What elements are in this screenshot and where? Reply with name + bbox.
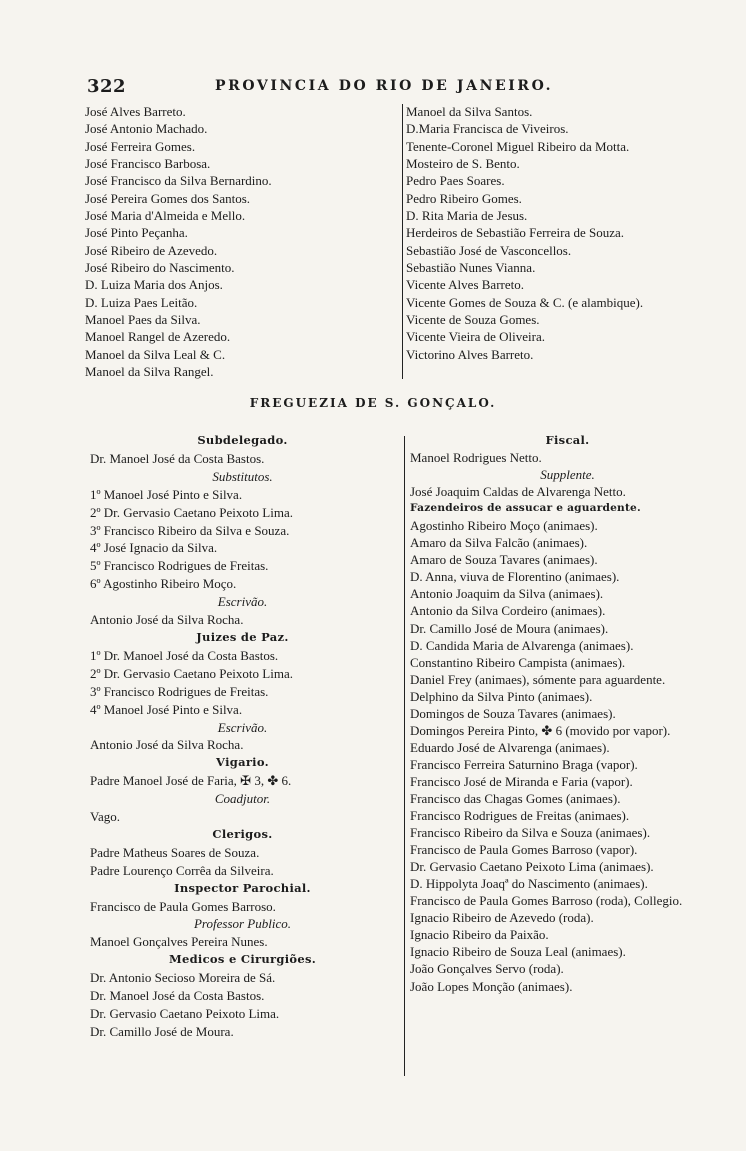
fazendeiros-heading: Fazendeiros de assucar e aguardente. bbox=[410, 502, 641, 515]
supplente-heading: Supplente. bbox=[540, 467, 595, 483]
list-item: Vicente Gomes de Souza & C. (e alambique). bbox=[406, 294, 644, 310]
list-item: Francisco Ferreira Saturnino Braga (vapor). bbox=[410, 756, 638, 772]
list-item: Dr. Antonio Secioso Moreira de Sá. bbox=[90, 970, 276, 986]
list-item: D.Maria Francisca de Viveiros. bbox=[406, 121, 569, 137]
list-item: Francisco das Chagas Gomes (animaes). bbox=[410, 790, 621, 806]
list-item: José Alves Barreto. bbox=[85, 104, 186, 119]
list-item: 6º Agostinho Ribeiro Moço. bbox=[90, 576, 237, 592]
list-item: Constantino Ribeiro Campista (animaes). bbox=[410, 654, 626, 670]
list-item: Manoel Paes da Silva. bbox=[85, 312, 201, 328]
inspector-name: Francisco de Paula Gomes Barroso. bbox=[90, 898, 276, 914]
top-left-list bbox=[85, 103, 395, 381]
medicos-heading: Medicos e Cirurgiões. bbox=[168, 952, 317, 967]
list-item: Padre Lourenço Corrêa da Silveira. bbox=[90, 862, 274, 878]
list-item: Dr. Gervasio Caetano Peixoto Lima (animaes). bbox=[410, 859, 654, 875]
list-item: Vicente Vieira de Oliveira. bbox=[406, 329, 545, 345]
list-item: 2º Dr. Gervasio Caetano Peixoto Lima. bbox=[90, 665, 293, 681]
fiscal-name: Manoel Rodrigues Netto. bbox=[410, 450, 542, 466]
list-item: 1º Manoel José Pinto e Silva. bbox=[90, 486, 243, 502]
juizes-heading: Juizes de Paz. bbox=[196, 629, 289, 644]
list-item: D. Rita Maria de Jesus. bbox=[406, 208, 528, 224]
inspector-heading: Inspector Parochial. bbox=[174, 880, 311, 895]
clerigos-heading: Clerigos. bbox=[212, 826, 273, 841]
list-item: Francisco José de Miranda e Faria (vapor). bbox=[410, 773, 633, 789]
column-divider bbox=[404, 436, 405, 1076]
fiscal-heading: Fiscal. bbox=[545, 433, 590, 447]
list-item: Vicente Alves Barreto. bbox=[406, 277, 524, 293]
list-item: José Antonio Machado. bbox=[85, 121, 208, 137]
list-item: Delphino da Silva Pinto (animaes). bbox=[410, 688, 593, 704]
professor-name: Manoel Gonçalves Pereira Nunes. bbox=[90, 934, 268, 950]
list-item: 4º José Ignacio da Silva. bbox=[90, 540, 218, 556]
vigario-heading: Vigario. bbox=[216, 755, 269, 770]
list-item: Manoel da Silva Leal & C. bbox=[85, 346, 226, 362]
list-item: D. Hippolyta Joaqª do Nascimento (animaes). bbox=[410, 876, 648, 892]
list-item: Amaro da Silva Falcão (animaes). bbox=[410, 535, 588, 551]
escrivao-heading: Escrivão. bbox=[217, 594, 268, 610]
list-item: Dr. Camillo José de Moura. bbox=[90, 1023, 234, 1039]
list-item: Agostinho Ribeiro Moço (animaes). bbox=[410, 518, 598, 534]
list-item: Antonio Joaquim da Silva (animaes). bbox=[410, 586, 604, 602]
list-item: Pedro Ribeiro Gomes. bbox=[406, 190, 522, 206]
list-item: 3º Francisco Rodrigues de Freitas. bbox=[90, 683, 269, 699]
list-item: Mosteiro de S. Bento. bbox=[406, 156, 520, 172]
list-item: Ignacio Ribeiro de Souza Leal (animaes). bbox=[410, 944, 626, 960]
list-item: José Maria d'Almeida e Mello. bbox=[85, 208, 246, 224]
section-title: FREGUEZIA DE S. GONÇALO. bbox=[249, 396, 497, 410]
list-item: José Ferreira Gomes. bbox=[85, 138, 196, 154]
bottom-left-column bbox=[90, 432, 395, 1041]
coadjutor-name: Vago. bbox=[90, 809, 120, 825]
list-item: Amaro de Souza Tavares (animaes). bbox=[410, 552, 598, 568]
list-item: José Francisco Barbosa. bbox=[85, 156, 211, 172]
list-item: Domingos de Souza Tavares (animaes). bbox=[410, 705, 616, 721]
list-item: Pedro Paes Soares. bbox=[406, 173, 505, 189]
list-item: Manoel da Silva Rangel. bbox=[85, 364, 214, 380]
list-item: Francisco Ribeiro da Silva e Souza (animaes). bbox=[410, 825, 651, 841]
list-item: Francisco de Paula Gomes Barroso (roda), Collegio. bbox=[410, 893, 683, 909]
list-item: Dr. Camillo José de Moura (animaes). bbox=[410, 620, 609, 636]
list-item: José Francisco da Silva Bernardino. bbox=[85, 173, 272, 189]
list-item: 4º Manoel José Pinto e Silva. bbox=[90, 701, 243, 717]
list-item: Padre Matheus Soares de Souza. bbox=[90, 844, 260, 860]
list-item: Ignacio Ribeiro da Paixão. bbox=[410, 927, 549, 943]
list-item: Sebastião Nunes Vianna. bbox=[406, 260, 536, 276]
list-item: João Lopes Monção (animaes). bbox=[410, 978, 573, 994]
list-item: Francisco Rodrigues de Freitas (animaes). bbox=[410, 808, 630, 824]
list-item: Vicente de Souza Gomes. bbox=[406, 312, 540, 328]
coadjutor-heading: Coadjutor. bbox=[214, 791, 271, 807]
list-item: Daniel Frey (animaes), sómente para aguardente. bbox=[410, 671, 666, 687]
top-right-list bbox=[406, 103, 726, 363]
list-item: Eduardo José de Alvarenga (animaes). bbox=[410, 739, 610, 755]
list-item: Manoel Rangel de Azeredo. bbox=[85, 329, 231, 345]
list-item: Dr. Manoel José da Costa Bastos. bbox=[90, 988, 265, 1004]
list-item: José Ribeiro do Nascimento. bbox=[85, 260, 235, 276]
vigario-name: Padre Manoel José de Faria, ✠ 3, ✤ 6. bbox=[90, 773, 292, 789]
escrivao-name: Antonio José da Silva Rocha. bbox=[90, 612, 244, 628]
list-item: José Pinto Peçanha. bbox=[85, 225, 188, 241]
substitutos-heading: Substitutos. bbox=[212, 468, 273, 484]
list-item: 3º Francisco Ribeiro da Silva e Souza. bbox=[90, 522, 290, 538]
supplente-name: José Joaquim Caldas de Alvarenga Netto. bbox=[410, 484, 626, 500]
list-item: João Gonçalves Servo (roda). bbox=[410, 961, 564, 977]
list-item: D. Candida Maria de Alvarenga (animaes). bbox=[410, 637, 634, 653]
escrivao-name: Antonio José da Silva Rocha. bbox=[90, 737, 244, 753]
list-item: Ignacio Ribeiro de Azevedo (roda). bbox=[410, 910, 594, 926]
page-number: 322 bbox=[87, 76, 127, 97]
subdelegado-name: Dr. Manoel José da Costa Bastos. bbox=[90, 450, 265, 466]
professor-heading: Professor Publico. bbox=[193, 916, 291, 932]
list-item: Sebastião José de Vasconcellos. bbox=[406, 242, 572, 258]
list-item: 2º Dr. Gervasio Caetano Peixoto Lima. bbox=[90, 504, 293, 520]
list-item: Tenente-Coronel Miguel Ribeiro da Motta. bbox=[406, 138, 630, 154]
list-item: D. Luiza Maria dos Anjos. bbox=[85, 277, 223, 293]
list-item: Victorino Alves Barreto. bbox=[406, 346, 534, 362]
running-title: PROVINCIA DO RIO DE JANEIRO. bbox=[215, 78, 554, 94]
list-item: Dr. Gervasio Caetano Peixoto Lima. bbox=[90, 1006, 280, 1021]
list-item: 1º Dr. Manoel José da Costa Bastos. bbox=[90, 647, 279, 663]
column-divider bbox=[402, 104, 403, 379]
list-item: Manoel da Silva Santos. bbox=[406, 104, 533, 119]
list-item: José Pereira Gomes dos Santos. bbox=[85, 190, 251, 206]
bottom-right-column bbox=[410, 432, 725, 995]
list-item: José Ribeiro de Azevedo. bbox=[85, 242, 218, 258]
escrivao-heading: Escrivão. bbox=[217, 719, 268, 735]
list-item: Herdeiros de Sebastião Ferreira de Souza. bbox=[406, 225, 625, 241]
list-item: 5º Francisco Rodrigues de Freitas. bbox=[90, 558, 269, 574]
list-item: Francisco de Paula Gomes Barroso (vapor). bbox=[410, 842, 638, 858]
list-item: D. Luiza Paes Leitão. bbox=[85, 294, 198, 310]
list-item: Domingos Pereira Pinto, ✤ 6 (movido por vapor). bbox=[410, 722, 671, 738]
subdelegado-heading: Subdelegado. bbox=[197, 433, 288, 447]
list-item: D. Anna, viuva de Florentino (animaes). bbox=[410, 569, 620, 585]
list-item: Antonio da Silva Cordeiro (animaes). bbox=[410, 603, 606, 619]
